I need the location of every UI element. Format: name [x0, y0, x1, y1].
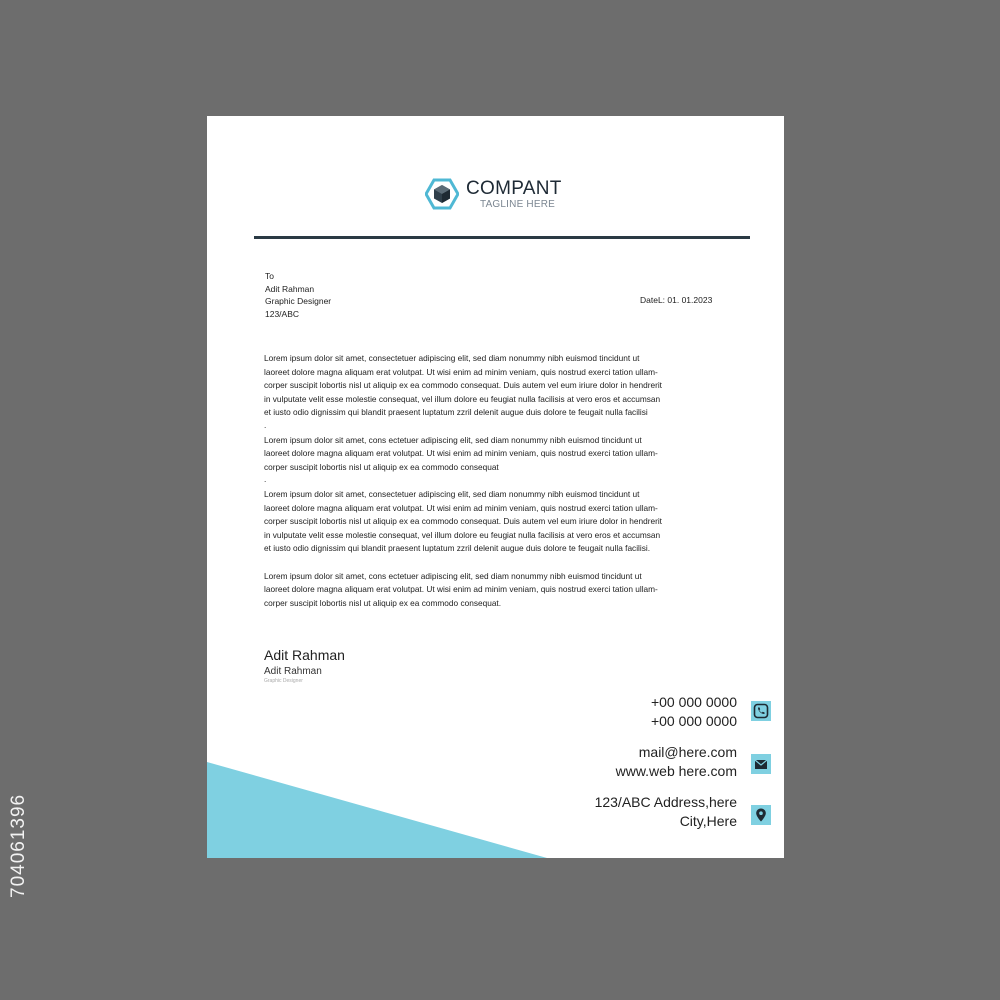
contact-address-line-2: City,Here: [679, 812, 737, 829]
signature-name: Adit Rahman: [264, 647, 345, 663]
company-logo: [425, 178, 575, 212]
contact-email: mail@here.com: [638, 744, 737, 760]
letterhead-page: [207, 116, 784, 858]
recipient-name: Adit Rahman: [265, 283, 315, 294]
contact-phone-1: +00 000 0000: [650, 694, 737, 710]
stock-id-watermark: 704061396: [8, 793, 29, 898]
signature-title: Graphic Designer: [264, 678, 303, 684]
envelope-icon: [751, 754, 771, 774]
letter-body: [264, 352, 734, 610]
phone-icon: [751, 701, 771, 721]
body-paragraph-3: Lorem ipsum dolor sit amet, consectetuer adipiscing elit, sed diam nonummy nibh euismod tincidunt ut laoreet dolore magna aliquam erat volutpat. Ut wisi enim ad minim veniam, quis nostrud exerci tation ullam- corper suscipit lobortis nisl ut aliquip ex ea commodo consequat. Duis autem vel eum iriure dolor in hendrerit in vulputate velit esse molestie consequat, vel illum dolore eu feugiat nulla facilisis at vero eros et accumsan et iusto odio dignissim qui blandit praesent luptatum zzril delenit augue duis dolore te feugait nulla facilisi.: [264, 488, 662, 554]
body-paragraph-2: Lorem ipsum dolor sit amet, cons ectetuer adipiscing elit, sed diam nonummy nibh euismod tincidunt ut laoreet dolore magna aliquam erat volutpat. Ut wisi enim ad minim veniam, quis nostrud exerci tation ullam- corper suscipit lobortis nisl ut aliquip ex ea commodo consequat: [264, 434, 658, 472]
hexagon-logo-icon: [425, 178, 459, 210]
recipient-block: [265, 270, 331, 320]
company-name: COMPANT: [466, 178, 562, 199]
recipient-to: To: [265, 271, 274, 281]
body-paragraph-4: Lorem ipsum dolor sit amet, cons ectetuer adipiscing elit, sed diam nonummy nibh euismod tincidunt ut laoreet dolore magna aliquam erat volutpat. Ut wisi enim ad minim veniam, quis nostrud exerci tation ullam- corper suscipit lobortis nisl ut aliquip ex ea commodo consequat.: [264, 570, 658, 608]
contact-website: www.web here.com: [615, 762, 737, 779]
letter-date: DateL: 01. 01.2023: [640, 295, 713, 305]
recipient-address: 123/ABC: [265, 308, 300, 319]
header-divider: [254, 236, 750, 239]
body-separator-2: .: [264, 474, 267, 485]
location-pin-icon: [751, 805, 771, 825]
signature-name-secondary: Adit Rahman: [264, 666, 322, 677]
contact-online: [616, 743, 737, 780]
body-separator-1: .: [264, 419, 267, 430]
contact-address-line-1: 123/ABC Address,here: [594, 794, 737, 810]
contact-phones: [651, 693, 737, 730]
contact-address: [595, 793, 737, 830]
recipient-title: Graphic Designer: [265, 296, 332, 306]
contact-phone-2: +00 000 0000: [650, 712, 737, 729]
body-paragraph-1: Lorem ipsum dolor sit amet, consectetuer adipiscing elit, sed diam nonummy nibh euismod tincidunt ut laoreet dolore magna aliquam erat volutpat. Ut wisi enim ad minim veniam, quis nostrud exerci tation ullam- corper suscipit lobortis nisl ut aliquip ex ea commodo consequat. Duis autem vel eum iriure dolor in hendrerit in vulputate velit esse molestie consequat, vel illum dolore eu feugiat nulla facilisis at vero eros et accumsan et iusto odio dignissim qui blandit praesent luptatum zzril delenit augue duis dolore te feugait nulla facilisi: [264, 353, 662, 418]
paragraph-gap: [264, 556, 734, 570]
company-tagline: TAGLINE HERE: [480, 199, 556, 210]
